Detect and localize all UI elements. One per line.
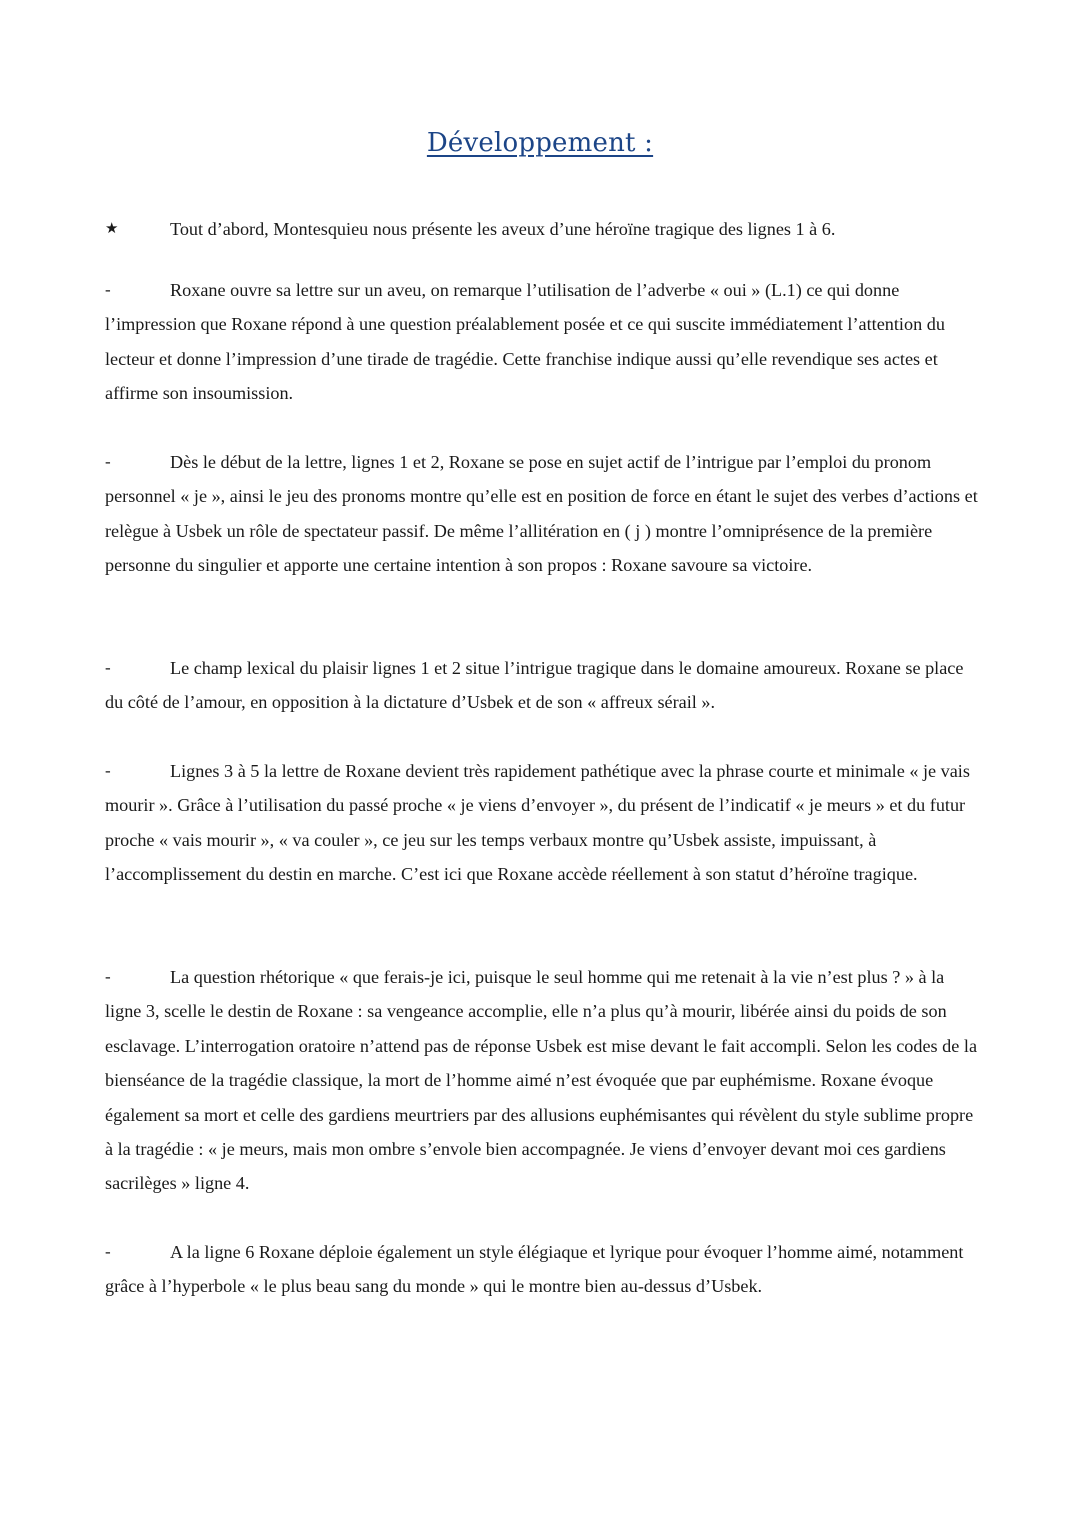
dash-bullet: - <box>105 761 111 780</box>
paragraph-text: Le champ lexical du plaisir lignes 1 et 2 situe l’intrigue tragique dans le domaine amoureux. Roxane se place du côté de l’amour, en opposition à la dictature d’Usbek et de son « affreux sérail ». <box>105 658 964 713</box>
paragraph-3 <box>105 651 985 720</box>
dash-bullet: - <box>105 280 111 299</box>
paragraph-text: Lignes 3 à 5 la lettre de Roxane devient très rapidement pathétique avec la phrase courte et minimale « je vais mourir ». Grâce à l’utilisation du passé proche « je viens d’envoyer », du présent de l’indicatif « je meurs » et du futur proche « vais mourir », « va couler », ce jeu sur les temps verbaux montre qu’Usbek assiste, impuissant, à l’accomplissement du destin en marche. C’est ici que Roxane accède réellement à son statut d’héroïne tragique. <box>105 761 970 885</box>
paragraph-5 <box>105 960 985 1201</box>
dash-bullet: - <box>105 1242 111 1261</box>
paragraph-2 <box>105 445 985 583</box>
paragraph-text: La question rhétorique « que ferais-je ici, puisque le seul homme qui me retenait à la vie n’est plus ? » à la ligne 3, scelle le destin de Roxane : sa vengeance accomplie, elle n’a plus qu’à mourir, libérée ainsi du poids de son esclavage. L’interrogation oratoire n’attend pas de réponse Usbek est mise devant le fait accompli. Selon les codes de la bienséance de la tragédie classique, la mort de l’homme aimé n’est évoquée que par euphémisme. Roxane évoque également sa mort et celle des gardiens meurtriers par des allusions euphémisantes qui révèlent du style sublime propre à la tragédie : « je meurs, mais mon ombre s’envole bien accompagnée. Je viens d’envoyer devant moi ces gardiens sacrilèges » ligne 4. <box>105 967 978 1194</box>
paragraph-6 <box>105 1235 985 1304</box>
intro-paragraph <box>105 212 985 246</box>
dash-bullet: - <box>105 452 111 471</box>
paragraph-text: Dès le début de la lettre, lignes 1 et 2, Roxane se pose en sujet actif de l’intrigue par l’emploi du pronom personnel « je », ainsi le jeu des pronoms montre qu’elle est en position de force en étant le sujet des verbes d’actions et relègue à Usbek un rôle de spectateur passif. De même l’allitération en ( j ) montre l’omniprésence de la première personne du singulier et apporte une certaine intention à son propos : Roxane savoure sa victoire. <box>105 452 978 576</box>
paragraph-1 <box>105 273 985 411</box>
dash-bullet: - <box>105 658 111 677</box>
intro-text: Tout d’abord, Montesquieu nous présente les aveux d’une héroïne tragique des lignes 1 à 6. <box>170 219 836 239</box>
paragraph-text: Roxane ouvre sa lettre sur un aveu, on remarque l’utilisation de l’adverbe « oui » (L.1) ce qui donne l’impression que Roxane répond à une question préalablement posée et ce qui suscite immédiatement l’attention du lecteur et donne l’impression d’une tirade de tragédie. Cette franchise indique aussi qu’elle revendique ses actes et affirme son insoumission. <box>105 280 945 404</box>
section-title: Développement : <box>426 128 654 158</box>
paragraph-4 <box>105 754 985 892</box>
dash-bullet: - <box>105 967 111 986</box>
paragraph-text: A la ligne 6 Roxane déploie également un style élégiaque et lyrique pour évoquer l’homme aimé, notamment grâce à l’hyperbole « le plus beau sang du monde » qui le montre bien au-dessus d’Usbek. <box>105 1242 964 1297</box>
star-bullet-icon: ★ <box>105 221 119 237</box>
